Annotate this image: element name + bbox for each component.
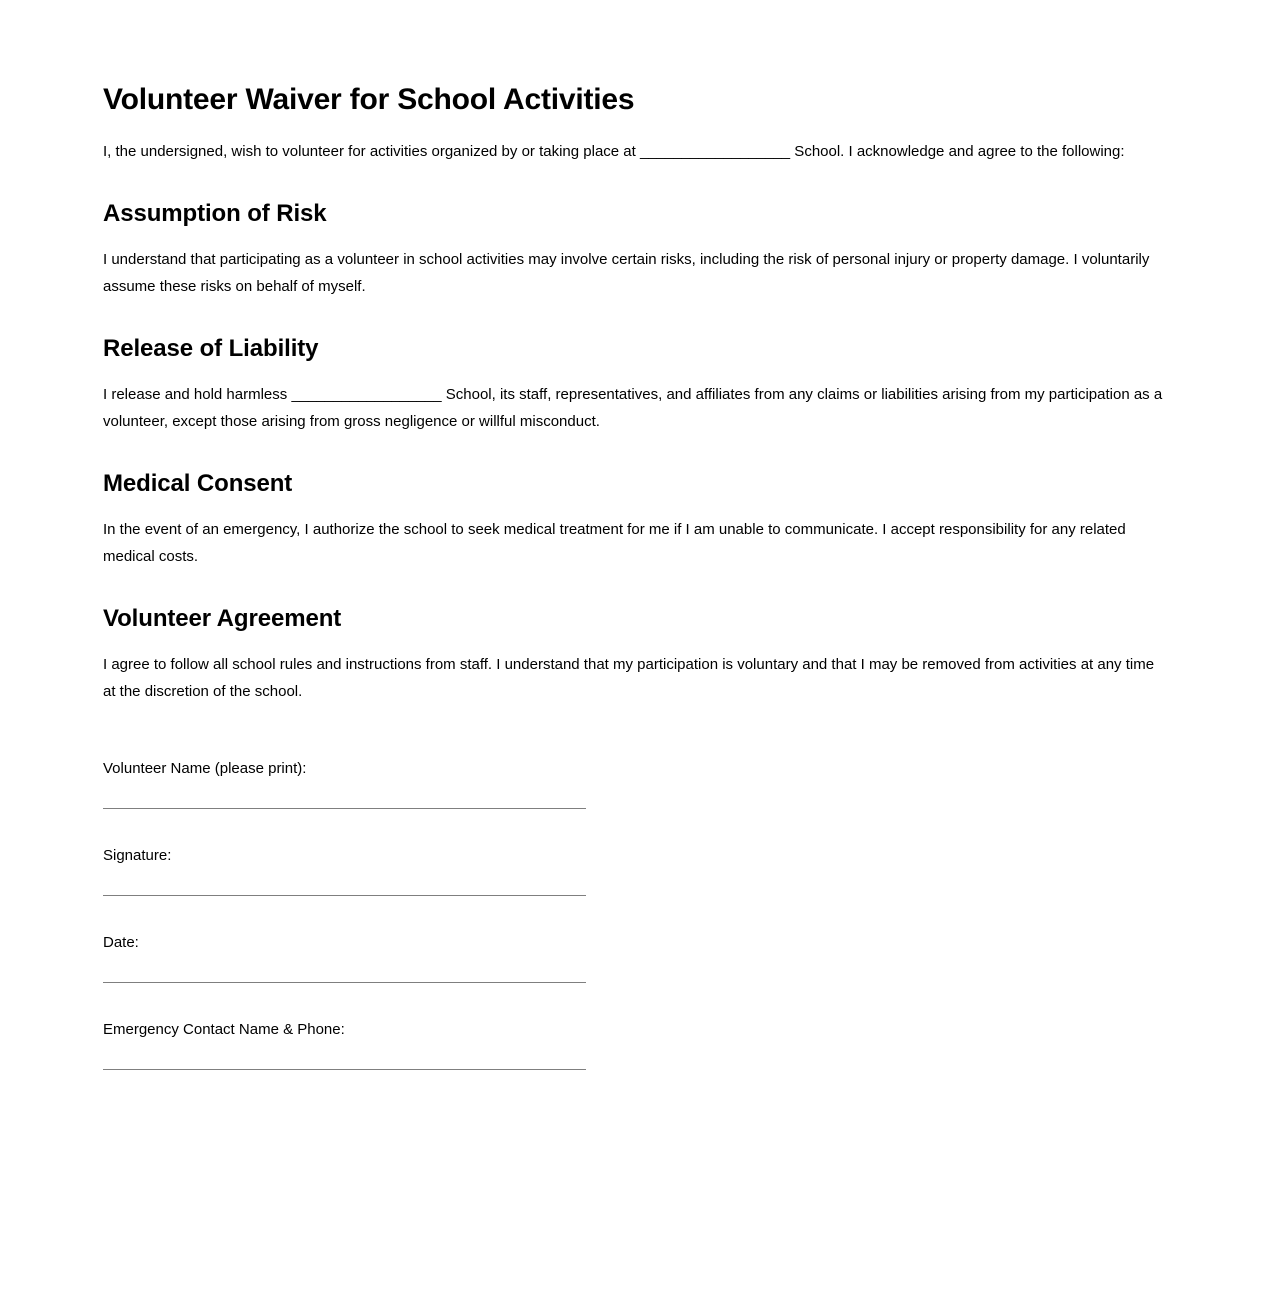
field-line-emergency-contact[interactable] bbox=[103, 1069, 586, 1070]
page-title: Volunteer Waiver for School Activities bbox=[103, 83, 635, 116]
release-text-before-blank: I release and hold harmless bbox=[103, 386, 292, 403]
section-body-assumption-of-risk: I understand that participating as a volunteer in school activities may involve certain risks, including the risk of personal injury or property damage. I voluntarily assume these risks on behalf of myself. bbox=[103, 251, 1150, 295]
field-emergency-contact bbox=[103, 1018, 1166, 1070]
section-heading-assumption-of-risk: Assumption of Risk bbox=[103, 200, 327, 227]
field-label-volunteer-name: Volunteer Name (please print): bbox=[103, 760, 307, 777]
release-text-after-blank: School, its staff, representatives, and affiliates from any claims or liabilities arising from my participation as a volunteer, except those arising from gross negligence or willful misconduct. bbox=[103, 386, 1163, 430]
intro-paragraph bbox=[103, 118, 1166, 165]
intro-text-before-blank: I, the undersigned, wish to volunteer for activities organized by or taking place at bbox=[103, 143, 640, 160]
field-line-volunteer-name[interactable] bbox=[103, 808, 586, 809]
section-body-release-of-liability bbox=[103, 363, 1166, 435]
field-volunteer-name bbox=[103, 757, 1166, 809]
field-line-date[interactable] bbox=[103, 982, 586, 983]
section-heading-volunteer-agreement: Volunteer Agreement bbox=[103, 605, 342, 632]
intro-text-after-blank: School. I acknowledge and agree to the following: bbox=[790, 143, 1125, 160]
release-school-name-blank[interactable]: __________________ bbox=[291, 386, 442, 403]
field-label-emergency-contact: Emergency Contact Name & Phone: bbox=[103, 1021, 345, 1038]
section-heading-release-of-liability: Release of Liability bbox=[103, 335, 319, 362]
signature-fields-group bbox=[103, 705, 1166, 1070]
field-line-signature[interactable] bbox=[103, 895, 586, 896]
field-signature bbox=[103, 844, 1166, 896]
field-label-signature: Signature: bbox=[103, 847, 172, 864]
field-date bbox=[103, 931, 1166, 983]
section-body-medical-consent: In the event of an emergency, I authorize the school to seek medical treatment for me if I am unable to communicate. I accept responsibility for any related medical costs. bbox=[103, 521, 1126, 565]
section-heading-medical-consent: Medical Consent bbox=[103, 470, 293, 497]
section-body-volunteer-agreement: I agree to follow all school rules and instructions from staff. I understand that my participation is voluntary and that I may be removed from activities at any time at the discretion of the school. bbox=[103, 656, 1155, 700]
document-content bbox=[103, 0, 1166, 1105]
field-label-date: Date: bbox=[103, 934, 139, 951]
school-name-blank[interactable]: __________________ bbox=[639, 143, 791, 160]
